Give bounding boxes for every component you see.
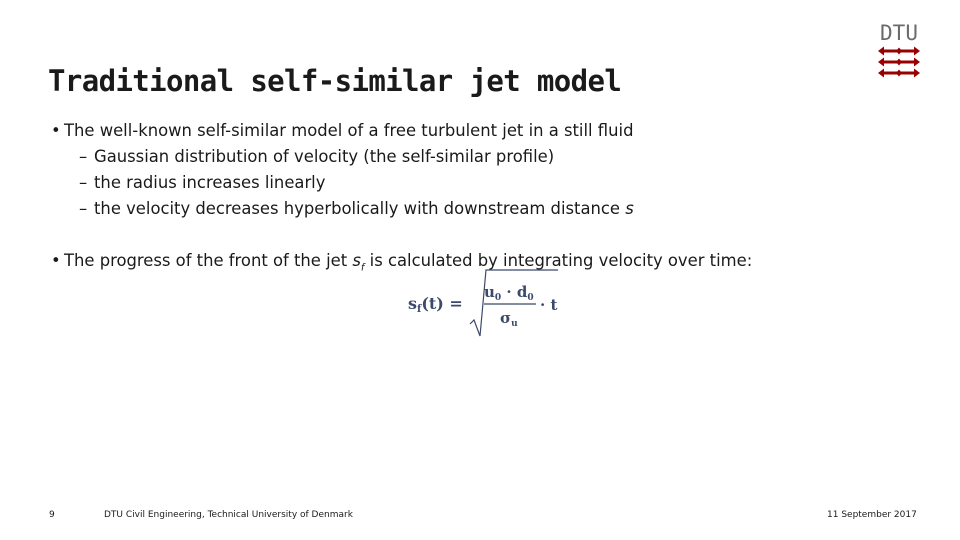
svg-text:σu: $\sigma_u$: [500, 309, 518, 329]
bullet-jet-model: • The well-known self-similar model of a free turbulent jet in a still fluid: [48, 118, 908, 144]
bullet-jet-front: • The progress of the front of the jet $s_f$ is calculated by integrating velocity over time:: [48, 248, 908, 281]
svg-text:u0 · d0: $u_0 \cdot d_0$: [484, 283, 534, 303]
svg-text:· t: · t: [540, 296, 558, 314]
slide-title: Traditional self-similar jet model: [48, 64, 622, 98]
var-sf: s: [352, 251, 361, 270]
sub-bullet-velocity: – the velocity decreases hyperbolically with downstream distance s: [48, 196, 908, 222]
svg-text:sf(t) =: sf(t) =: [408, 294, 463, 315]
var-s: s: [625, 199, 634, 218]
footer-institution: DTU Civil Engineering, Technical University of Denmark: [104, 510, 353, 520]
dtu-logo-icon: [878, 20, 920, 82]
page-number: 9: [49, 510, 55, 520]
jet-front-formula: [404, 268, 564, 340]
sub-bullet-gaussian: – Gaussian distribution of velocity (the self-similar profile): [48, 144, 908, 170]
sub-bullet-radius: – the radius increases linearly: [48, 170, 908, 196]
logo-text: DTU: [880, 21, 918, 45]
bullet-list: [48, 118, 908, 281]
footer-date: 11 September 2017: [827, 510, 917, 520]
